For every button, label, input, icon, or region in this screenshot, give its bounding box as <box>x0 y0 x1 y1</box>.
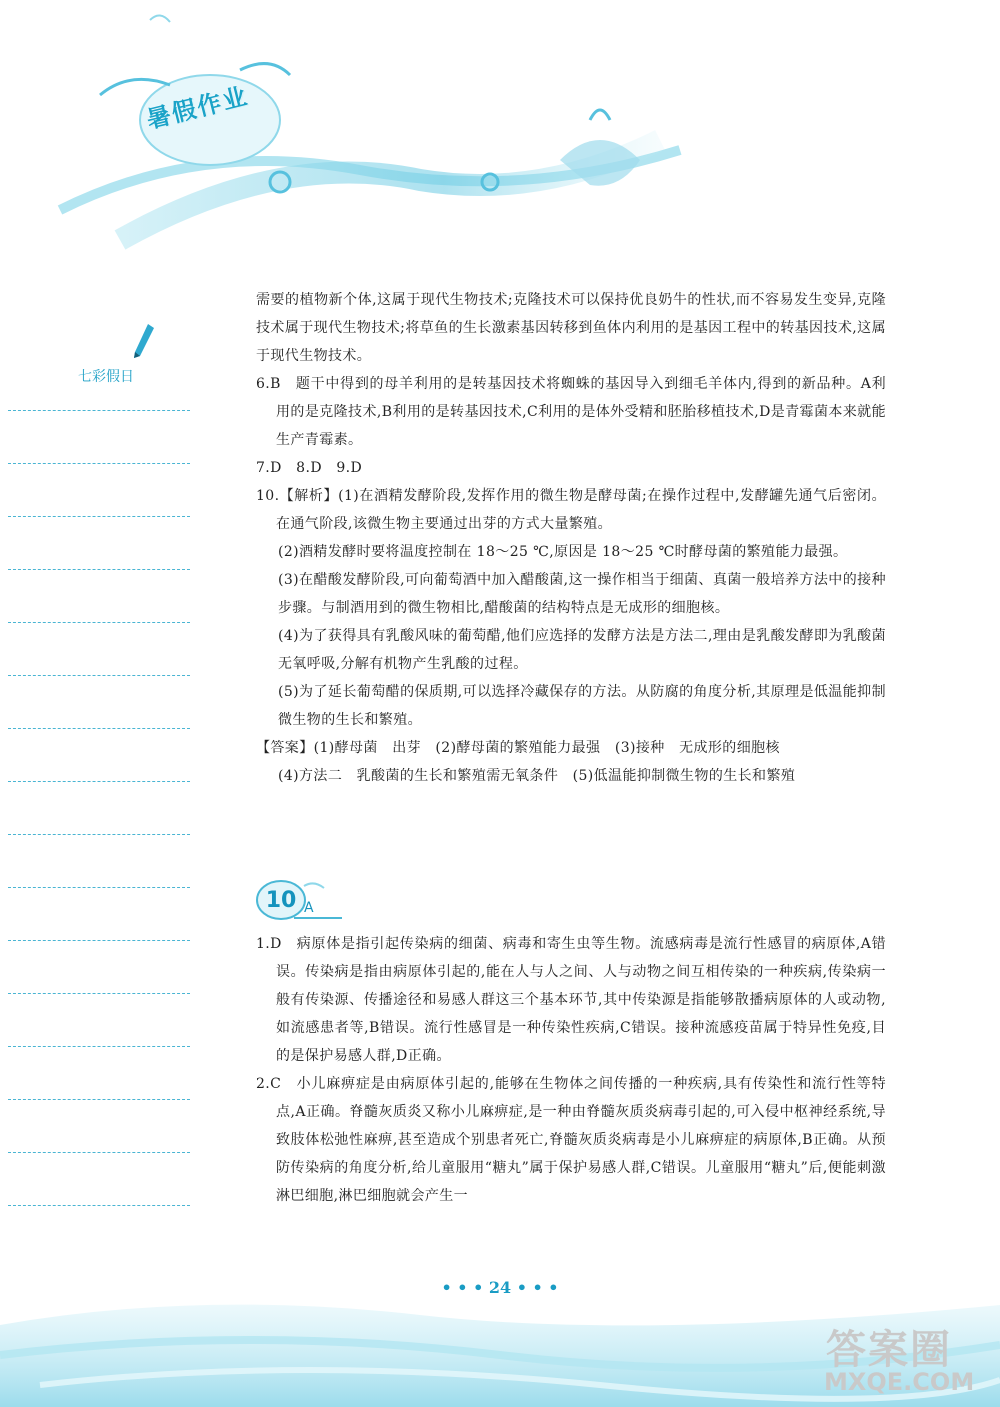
header-title: 暑假作业 <box>143 81 252 135</box>
dash-line <box>8 463 190 464</box>
dash-line <box>8 993 190 994</box>
watermark-en: MXQE.COM <box>824 1368 975 1396</box>
watermark-logo <box>822 1318 992 1398</box>
dash-line <box>8 410 190 411</box>
sidebar-label: 七彩假日 <box>78 369 134 385</box>
dash-line <box>8 781 190 782</box>
answer-10-part4: (4)为了获得具有乳酸风味的葡萄醋,他们应选择的发酵方法是方法二,理由是乳酸发酵即为乳酸菌无氧呼吸,分解有机物产生乳酸的过程。 <box>278 628 886 672</box>
section-letter: A <box>304 900 314 916</box>
dash-line <box>8 675 190 676</box>
answer-key-line2: (4)方法二 乳酸菌的生长和繁殖需无氧条件 (5)低温能抑制微生物的生长和繁殖 <box>278 768 796 784</box>
answer-10-part3: (3)在醋酸发酵阶段,可向葡萄酒中加入醋酸菌,这一操作相当于细菌、真菌一般培养方法中的接种步骤。与制酒用到的微生物相比,醋酸菌的结构特点是无成形的细胞核。 <box>278 572 886 616</box>
answer-1: 1.D 病原体是指引起传染病的细菌、病毒和寄生虫等生物。流感病毒是流行性感冒的病原体,A错误。传染病是指由病原体引起的,能在人与人之间、人与动物之间互相传染的一种疾病,传染病一般有传染源、传播途径和易感人群这三个基本环节,其中传染源是指能够散播病原体的人或动物,如流感患者等,B错误。流行性感冒是一种传染性疾病,C错误。接种流感疫苗属于特异性免疫,目的是保护易感人群,D正确。 <box>256 936 886 1064</box>
continuation-paragraph: 需要的植物新个体,这属于现代生物技术;克隆技术可以保持优良奶牛的性状,而不容易发生变异,克隆技术属于现代生物技术;将草鱼的生长激素基因转移到鱼体内利用的是基因工程中的转基因技术,这属于现代生物技术。 <box>256 292 886 364</box>
page-number: • • • 24 • • • <box>441 1278 559 1297</box>
dash-line <box>8 1205 190 1206</box>
answer-10-intro: 10.【解析】(1)在酒精发酵阶段,发挥作用的微生物是酵母菌;在操作过程中,发酵罐先通气后密闭。在通气阶段,该微生物主要通过出芽的方式大量繁殖。 <box>256 488 886 532</box>
dash-line <box>8 1152 190 1153</box>
answer-10-part5: (5)为了延长葡萄醋的保质期,可以选择冷藏保存的方法。从防腐的角度分析,其原理是低温能抑制微生物的生长和繁殖。 <box>278 684 886 728</box>
dash-line <box>8 940 190 941</box>
section-number: 10 <box>265 888 297 913</box>
section-content <box>256 930 886 1210</box>
answer-6: 6.B 题干中得到的母羊利用的是转基因技术将蜘蛛的基因导入到细毛羊体内,得到的新品种。A利用的是克隆技术,B利用的是转基因技术,C利用的是体外受精和胚胎移植技术,D是青霉菌本来就能生产青霉素。 <box>256 376 886 448</box>
dash-line <box>8 569 190 570</box>
dash-line <box>8 834 190 835</box>
answer-10-part2: (2)酒精发酵时要将温度控制在 18～25 ℃,原因是 18～25 ℃时酵母菌的繁殖能力最强。 <box>278 544 848 560</box>
dash-line <box>8 516 190 517</box>
answer-7-9: 7.D 8.D 9.D <box>256 460 363 476</box>
answer-key-line1: 【答案】(1)酵母菌 出芽 (2)酵母菌的繁殖能力最强 (3)接种 无成形的细胞核 <box>256 740 780 756</box>
watermark-cn: 答案圈 <box>826 1327 952 1373</box>
answer-2: 2.C 小儿麻痹症是由病原体引起的,能够在生物体之间传播的一种疾病,具有传染性和流行性等特点,A正确。脊髓灰质炎又称小儿麻痹症,是一种由脊髓灰质炎病毒引起的,可入侵中枢神经系统,导致肢体松弛性麻痹,甚至造成个别患者死亡,脊髓灰质炎病毒是小儿麻痹症的病原体,B正确。从预防传染病的角度分析,给儿童服用“糖丸”属于保护易感人群,C错误。儿童服用“糖丸”后,便能刺激淋巴细胞,淋巴细胞就会产生一 <box>256 1076 886 1204</box>
dash-line <box>8 728 190 729</box>
dash-line <box>8 622 190 623</box>
dash-line <box>8 1046 190 1047</box>
dash-line <box>8 887 190 888</box>
answer-content <box>256 286 886 790</box>
dash-line <box>8 1099 190 1100</box>
pen-icon <box>130 322 156 362</box>
